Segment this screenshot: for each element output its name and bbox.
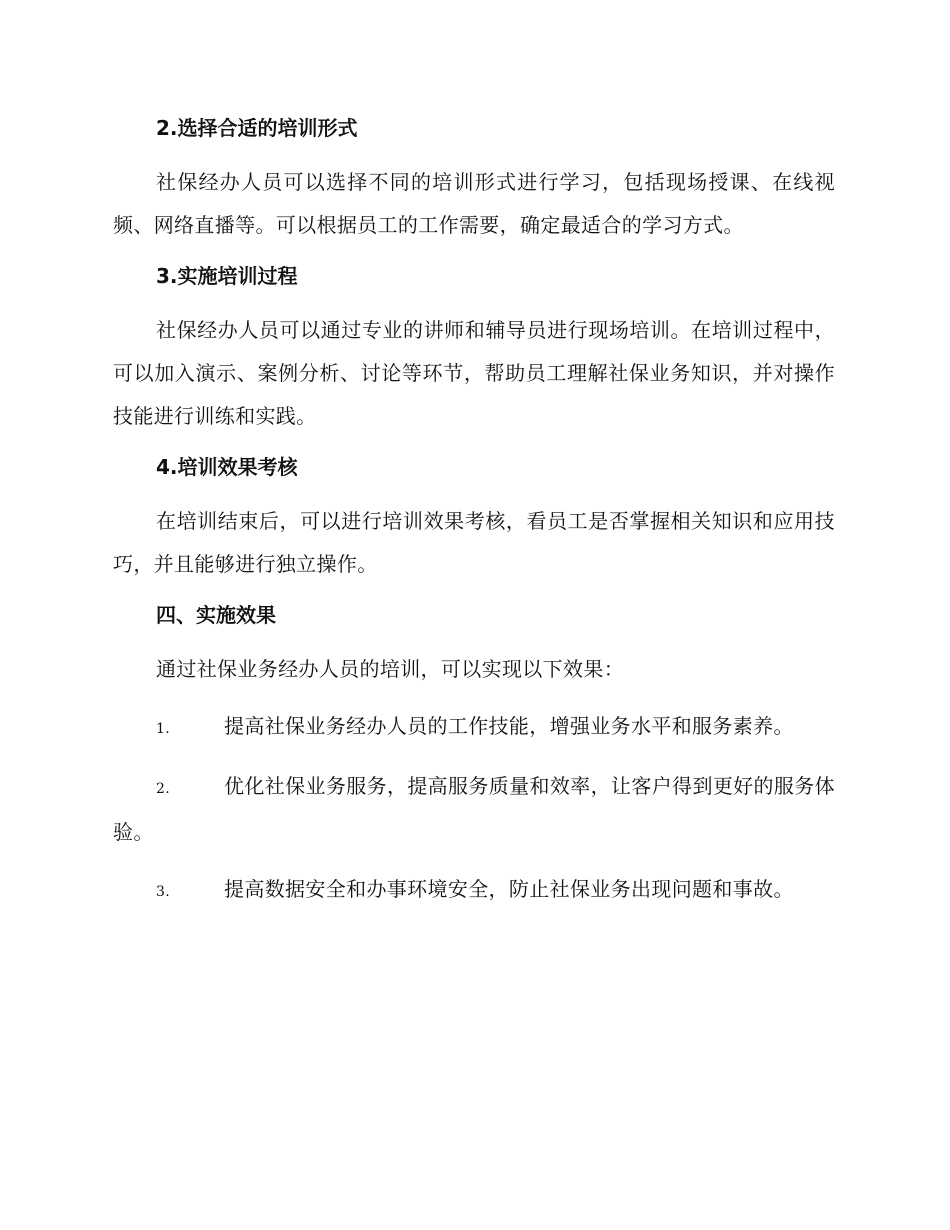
list-item-text: 优化社保业务服务，提高服务质量和效率，让客户得到更好的服务体验。 [113, 774, 835, 844]
document-body [113, 113, 835, 914]
section-intro-implementation-effect: 通过社保业务经办人员的培训，可以实现以下效果： [156, 657, 625, 681]
list-item-number: 2. [156, 781, 171, 797]
list-item [113, 868, 835, 914]
section-paragraph-training-format: 社保经办人员可以选择不同的培训形式进行学习，包括现场授课、在线视频、网络直播等。可以根据员工的工作需要，确定最适合的学习方式。 [113, 170, 835, 237]
section-heading-training-process: 3.实施培训过程 [156, 264, 298, 288]
list-item-text: 提高数据安全和办事环境安全，防止社保业务出现问题和事故。 [224, 877, 794, 901]
section-heading-training-assessment: 4.培训效果考核 [156, 455, 298, 479]
section-paragraph-training-process: 社保经办人员可以通过专业的讲师和辅导员进行现场培训。在培训过程中，可以加入演示、案例分析、讨论等环节，帮助员工理解社保业务知识，并对操作技能进行训练和实践。 [113, 318, 835, 428]
list-item-number: 1. [156, 721, 171, 737]
list-item [113, 765, 835, 854]
list-item-text: 提高社保业务经办人员的工作技能，增强业务水平和服务素养。 [224, 714, 794, 738]
list-item-number: 3. [156, 884, 171, 900]
section-heading-training-format: 2.选择合适的培训形式 [156, 116, 358, 140]
list-item [113, 705, 835, 751]
section-heading-implementation-effect: 四、实施效果 [156, 603, 276, 627]
section-paragraph-training-assessment: 在培训结束后，可以进行培训效果考核，看员工是否掌握相关知识和应用技巧，并且能够进行独立操作。 [113, 509, 835, 576]
